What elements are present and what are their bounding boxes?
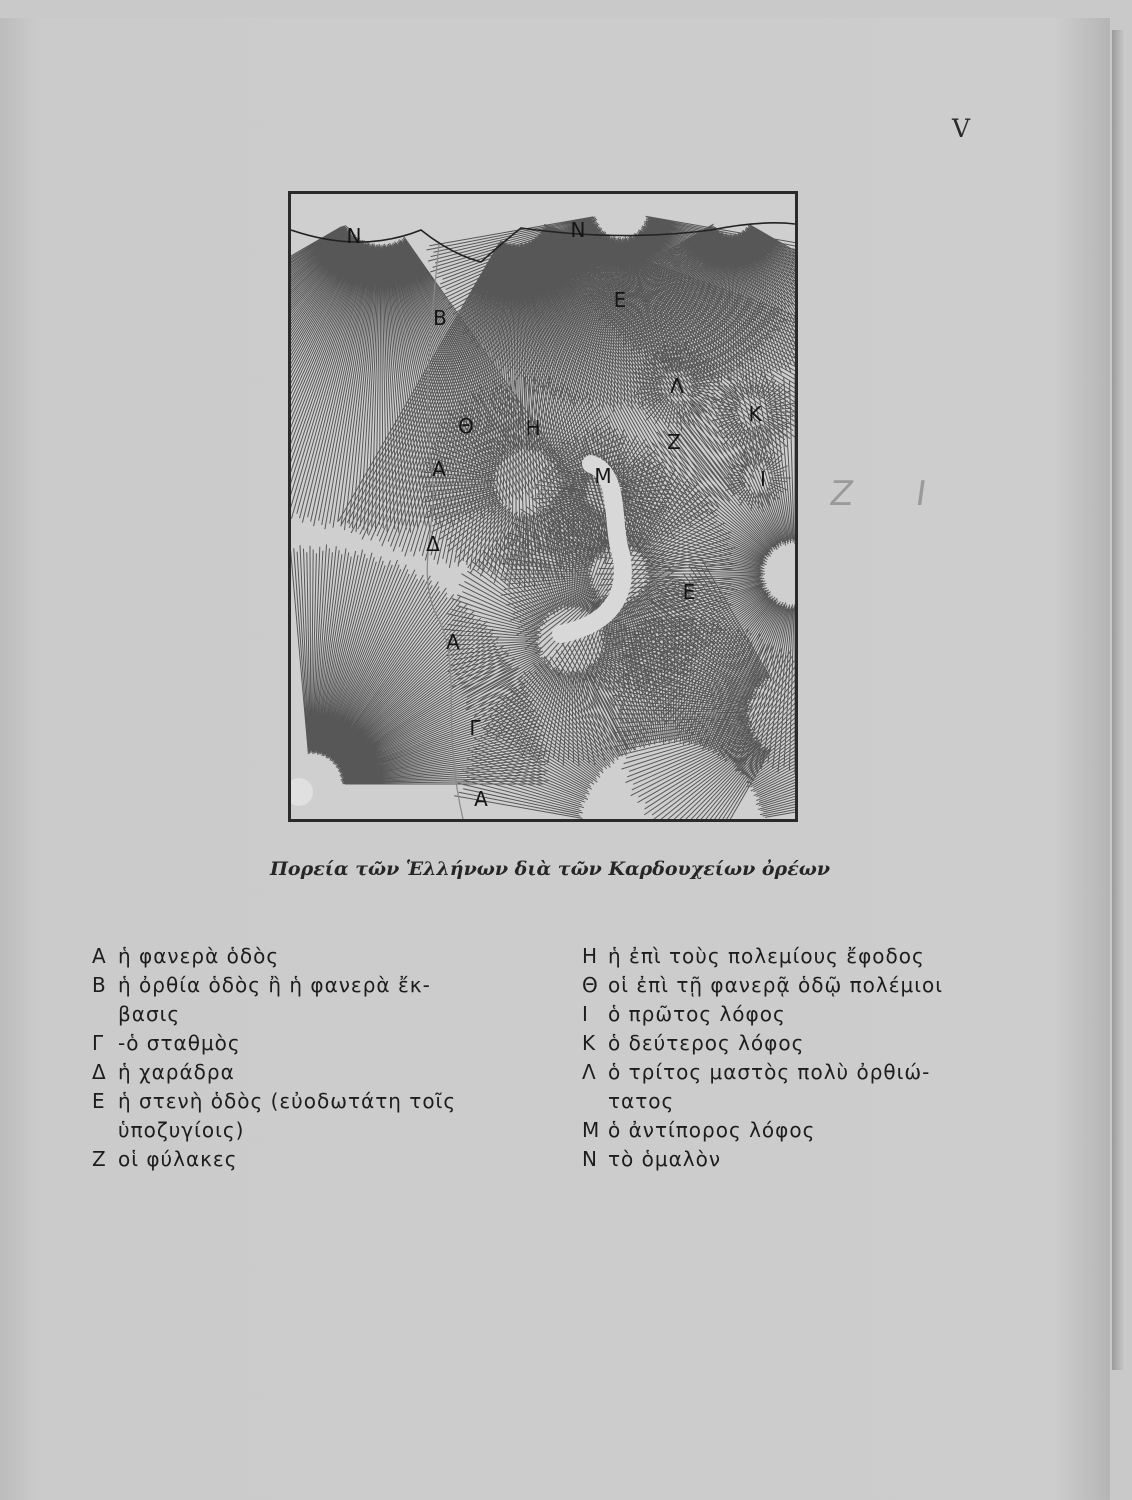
map-label-b: Β: [433, 306, 447, 330]
legend-letter: Ν: [582, 1147, 597, 1171]
legend-text-continued: τατος: [608, 1089, 675, 1113]
legend-text: ὁ πρῶτος λόφος: [608, 1002, 786, 1026]
legend-text: ἡ χαράδρα: [118, 1060, 235, 1084]
legend-text: ἡ ὀρθία ὁδὸς ἢ ἡ φανερὰ ἔκ-: [118, 973, 431, 997]
legend-letter: Β: [92, 973, 106, 997]
legend-letter: Η: [582, 944, 598, 968]
map-label-z: Ζ: [667, 430, 681, 454]
legend-right-column: [582, 942, 982, 1174]
legend-text: οἱ φύλακες: [118, 1147, 238, 1171]
legend-text: ἡ φανερὰ ὁδὸς: [118, 944, 280, 968]
map-label-m: Μ: [594, 464, 612, 488]
legend-item: [92, 1058, 522, 1087]
legend-item: [582, 1145, 982, 1174]
map-label-theta: Θ: [458, 414, 474, 438]
map-label-d: Δ: [426, 532, 440, 556]
map-label-a2: Α: [446, 630, 460, 654]
legend-letter: Λ: [582, 1060, 596, 1084]
legend-letter: Θ: [582, 973, 598, 997]
legend-text-continued: ὑποζυγίοις): [118, 1118, 245, 1142]
legend-text: ἡ ἐπὶ τοὺς πολεμίους ἔφοδος: [608, 944, 925, 968]
legend-left-column: [92, 942, 522, 1174]
map-label-k: Κ: [748, 402, 762, 426]
map-label-lambda: Λ: [670, 374, 684, 398]
map-label-h: Η: [525, 416, 541, 440]
page-number: V: [952, 114, 971, 143]
map-label-e1: Ε: [613, 288, 627, 312]
legend-letter: Ι: [582, 1002, 588, 1026]
pencil-annotation: Ζ Ι: [827, 474, 955, 514]
legend-letter: Δ: [92, 1060, 106, 1084]
page-edge: [1112, 30, 1126, 1370]
legend-text: ἡ στενὴ ὁδὸς (εὐοδωτάτη τοῖς: [118, 1089, 457, 1113]
legend-item: [582, 971, 982, 1000]
map-label-a3: Α: [474, 787, 488, 811]
legend-text: -ὁ σταθμὸς: [118, 1031, 241, 1055]
legend-item: [92, 971, 522, 1000]
legend-item: [582, 1029, 982, 1058]
map-label-a1: Α: [432, 457, 446, 481]
legend-text: τὸ ὁμαλὸν: [608, 1147, 722, 1171]
map-label-n2: Ν: [570, 218, 586, 242]
map-label-i: Ι: [760, 467, 766, 491]
legend-item: [582, 1000, 982, 1029]
map-caption: Πορεία τῶν Ἑλλήνων διὰ τῶν Καρδουχείων ὀρέων: [269, 858, 831, 880]
map-label-g: Γ: [469, 716, 481, 740]
legend-letter: Γ: [92, 1031, 104, 1055]
legend-letter: Α: [92, 944, 106, 968]
legend-item: [582, 1058, 982, 1087]
legend-text: οἱ ἐπὶ τῇ φανερᾷ ὁδῷ πολέμιοι: [608, 973, 944, 997]
legend-letter: Ζ: [92, 1147, 106, 1171]
legend-item: [582, 942, 982, 971]
legend-item: [582, 1116, 982, 1145]
legend-item: [92, 942, 522, 971]
legend-text: ὁ δεύτερος λόφος: [608, 1031, 805, 1055]
legend-text: ὁ τρίτος μαστὸς πολὺ ὀρθιώ-: [608, 1060, 931, 1084]
legend-item: [92, 1145, 522, 1174]
legend-letter: Ε: [92, 1089, 105, 1113]
legend-text: ὁ ἀντίπορος λόφος: [608, 1118, 816, 1142]
legend-letter: Κ: [582, 1031, 596, 1055]
map-label-e2: Ε: [682, 580, 696, 604]
legend-letter: Μ: [582, 1118, 600, 1142]
legend-text-continued: βασις: [118, 1002, 181, 1026]
map-illustration: [288, 191, 798, 822]
map-label-n1: Ν: [346, 224, 362, 248]
legend-item: [92, 1029, 522, 1058]
hachure-terrain: [291, 194, 795, 819]
legend-item: [92, 1087, 522, 1116]
